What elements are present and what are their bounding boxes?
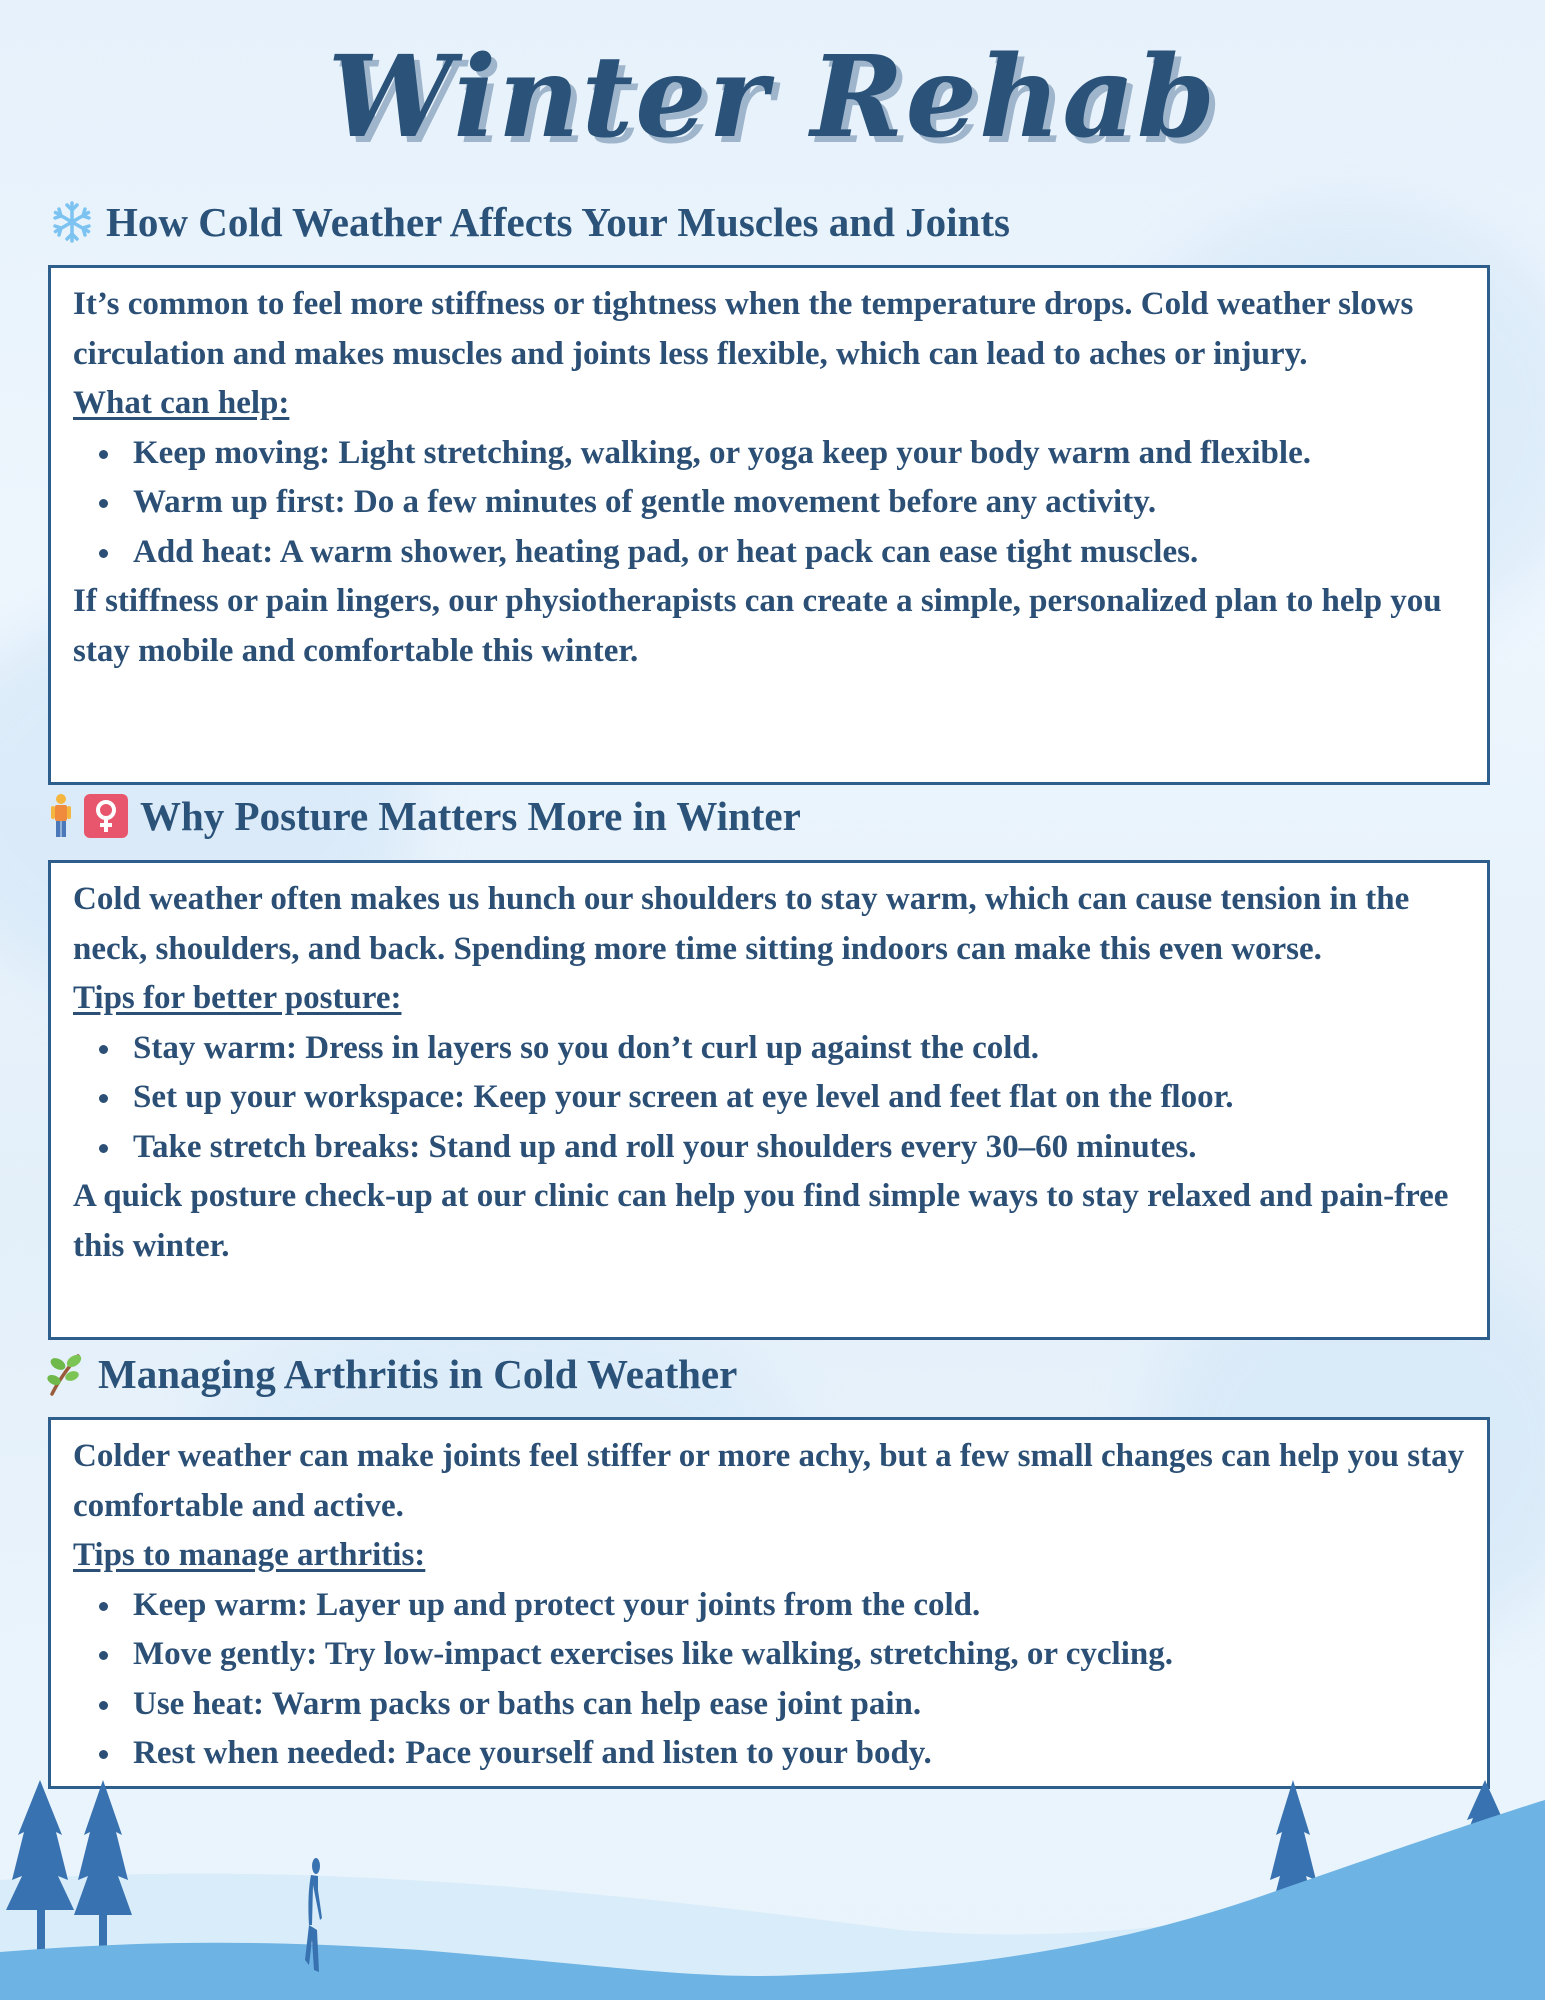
intro-text: It’s common to feel more stiffness or tightness when the temperature drops. Cold weather slows circulation and makes muscles and joints less flexible, which can lead to aches or injury. bbox=[73, 286, 1414, 372]
closing-text: If stiffness or pain lingers, our physiotherapists can create a simple, personalized plan to help you stay mobile and comfortable this winter. bbox=[73, 583, 1442, 669]
tips-list bbox=[73, 429, 1465, 578]
section-heading-text: Managing Arthritis in Cold Weather bbox=[98, 1351, 738, 1397]
person-standing-icon bbox=[50, 793, 72, 839]
list-item: Keep moving: Light stretching, walking, or yoga keep your body warm and flexible. bbox=[133, 429, 1465, 479]
section-heading-text: Why Posture Matters More in Winter bbox=[140, 793, 801, 839]
list-item: Warm up first: Do a few minutes of gentle movement before any activity. bbox=[133, 478, 1465, 528]
section-heading-text: How Cold Weather Affects Your Muscles and Joints bbox=[106, 199, 1010, 245]
section-heading bbox=[50, 198, 1010, 246]
list-item: Add heat: A warm shower, heating pad, or heat pack can ease tight muscles. bbox=[133, 528, 1465, 578]
info-box bbox=[48, 1417, 1490, 1789]
closing-text: A quick posture check-up at our clinic can help you find simple ways to stay relaxed and pain-free this winter. bbox=[73, 1178, 1449, 1264]
list-item: Keep warm: Layer up and protect your joints from the cold. bbox=[133, 1581, 1465, 1631]
herb-sprig-icon bbox=[44, 1352, 86, 1396]
section-heading bbox=[44, 1350, 737, 1398]
subheading: Tips for better posture: bbox=[73, 980, 402, 1016]
winter-landscape-illustration bbox=[0, 1780, 1545, 2000]
tips-list bbox=[73, 1024, 1465, 1173]
section-heading bbox=[50, 792, 801, 840]
list-item: Move gently: Try low-impact exercises like walking, stretching, or cycling. bbox=[133, 1630, 1465, 1680]
info-box bbox=[48, 265, 1490, 785]
list-item: Stay warm: Dress in layers so you don’t curl up against the cold. bbox=[133, 1024, 1465, 1074]
subheading: What can help: bbox=[73, 385, 290, 421]
info-box bbox=[48, 860, 1490, 1340]
list-item: Rest when needed: Pace yourself and listen to your body. bbox=[133, 1729, 1465, 1779]
list-item: Take stretch breaks: Stand up and roll your shoulders every 30–60 minutes. bbox=[133, 1123, 1465, 1173]
page-title: Winter Rehab bbox=[327, 32, 1218, 163]
female-sign-icon bbox=[84, 794, 128, 838]
snowflake-icon bbox=[50, 200, 94, 244]
list-item: Use heat: Warm packs or baths can help ease joint pain. bbox=[133, 1680, 1465, 1730]
tips-list bbox=[73, 1581, 1465, 1779]
intro-text: Cold weather often makes us hunch our shoulders to stay warm, which can cause tension in the neck, shoulders, and back. Spending more time sitting indoors can make this even worse. bbox=[73, 881, 1410, 967]
subheading: Tips to manage arthritis: bbox=[73, 1537, 426, 1573]
intro-text: Colder weather can make joints feel stiffer or more achy, but a few small changes can help you stay comfortable and active. bbox=[73, 1438, 1465, 1524]
list-item: Set up your workspace: Keep your screen at eye level and feet flat on the floor. bbox=[133, 1073, 1465, 1123]
